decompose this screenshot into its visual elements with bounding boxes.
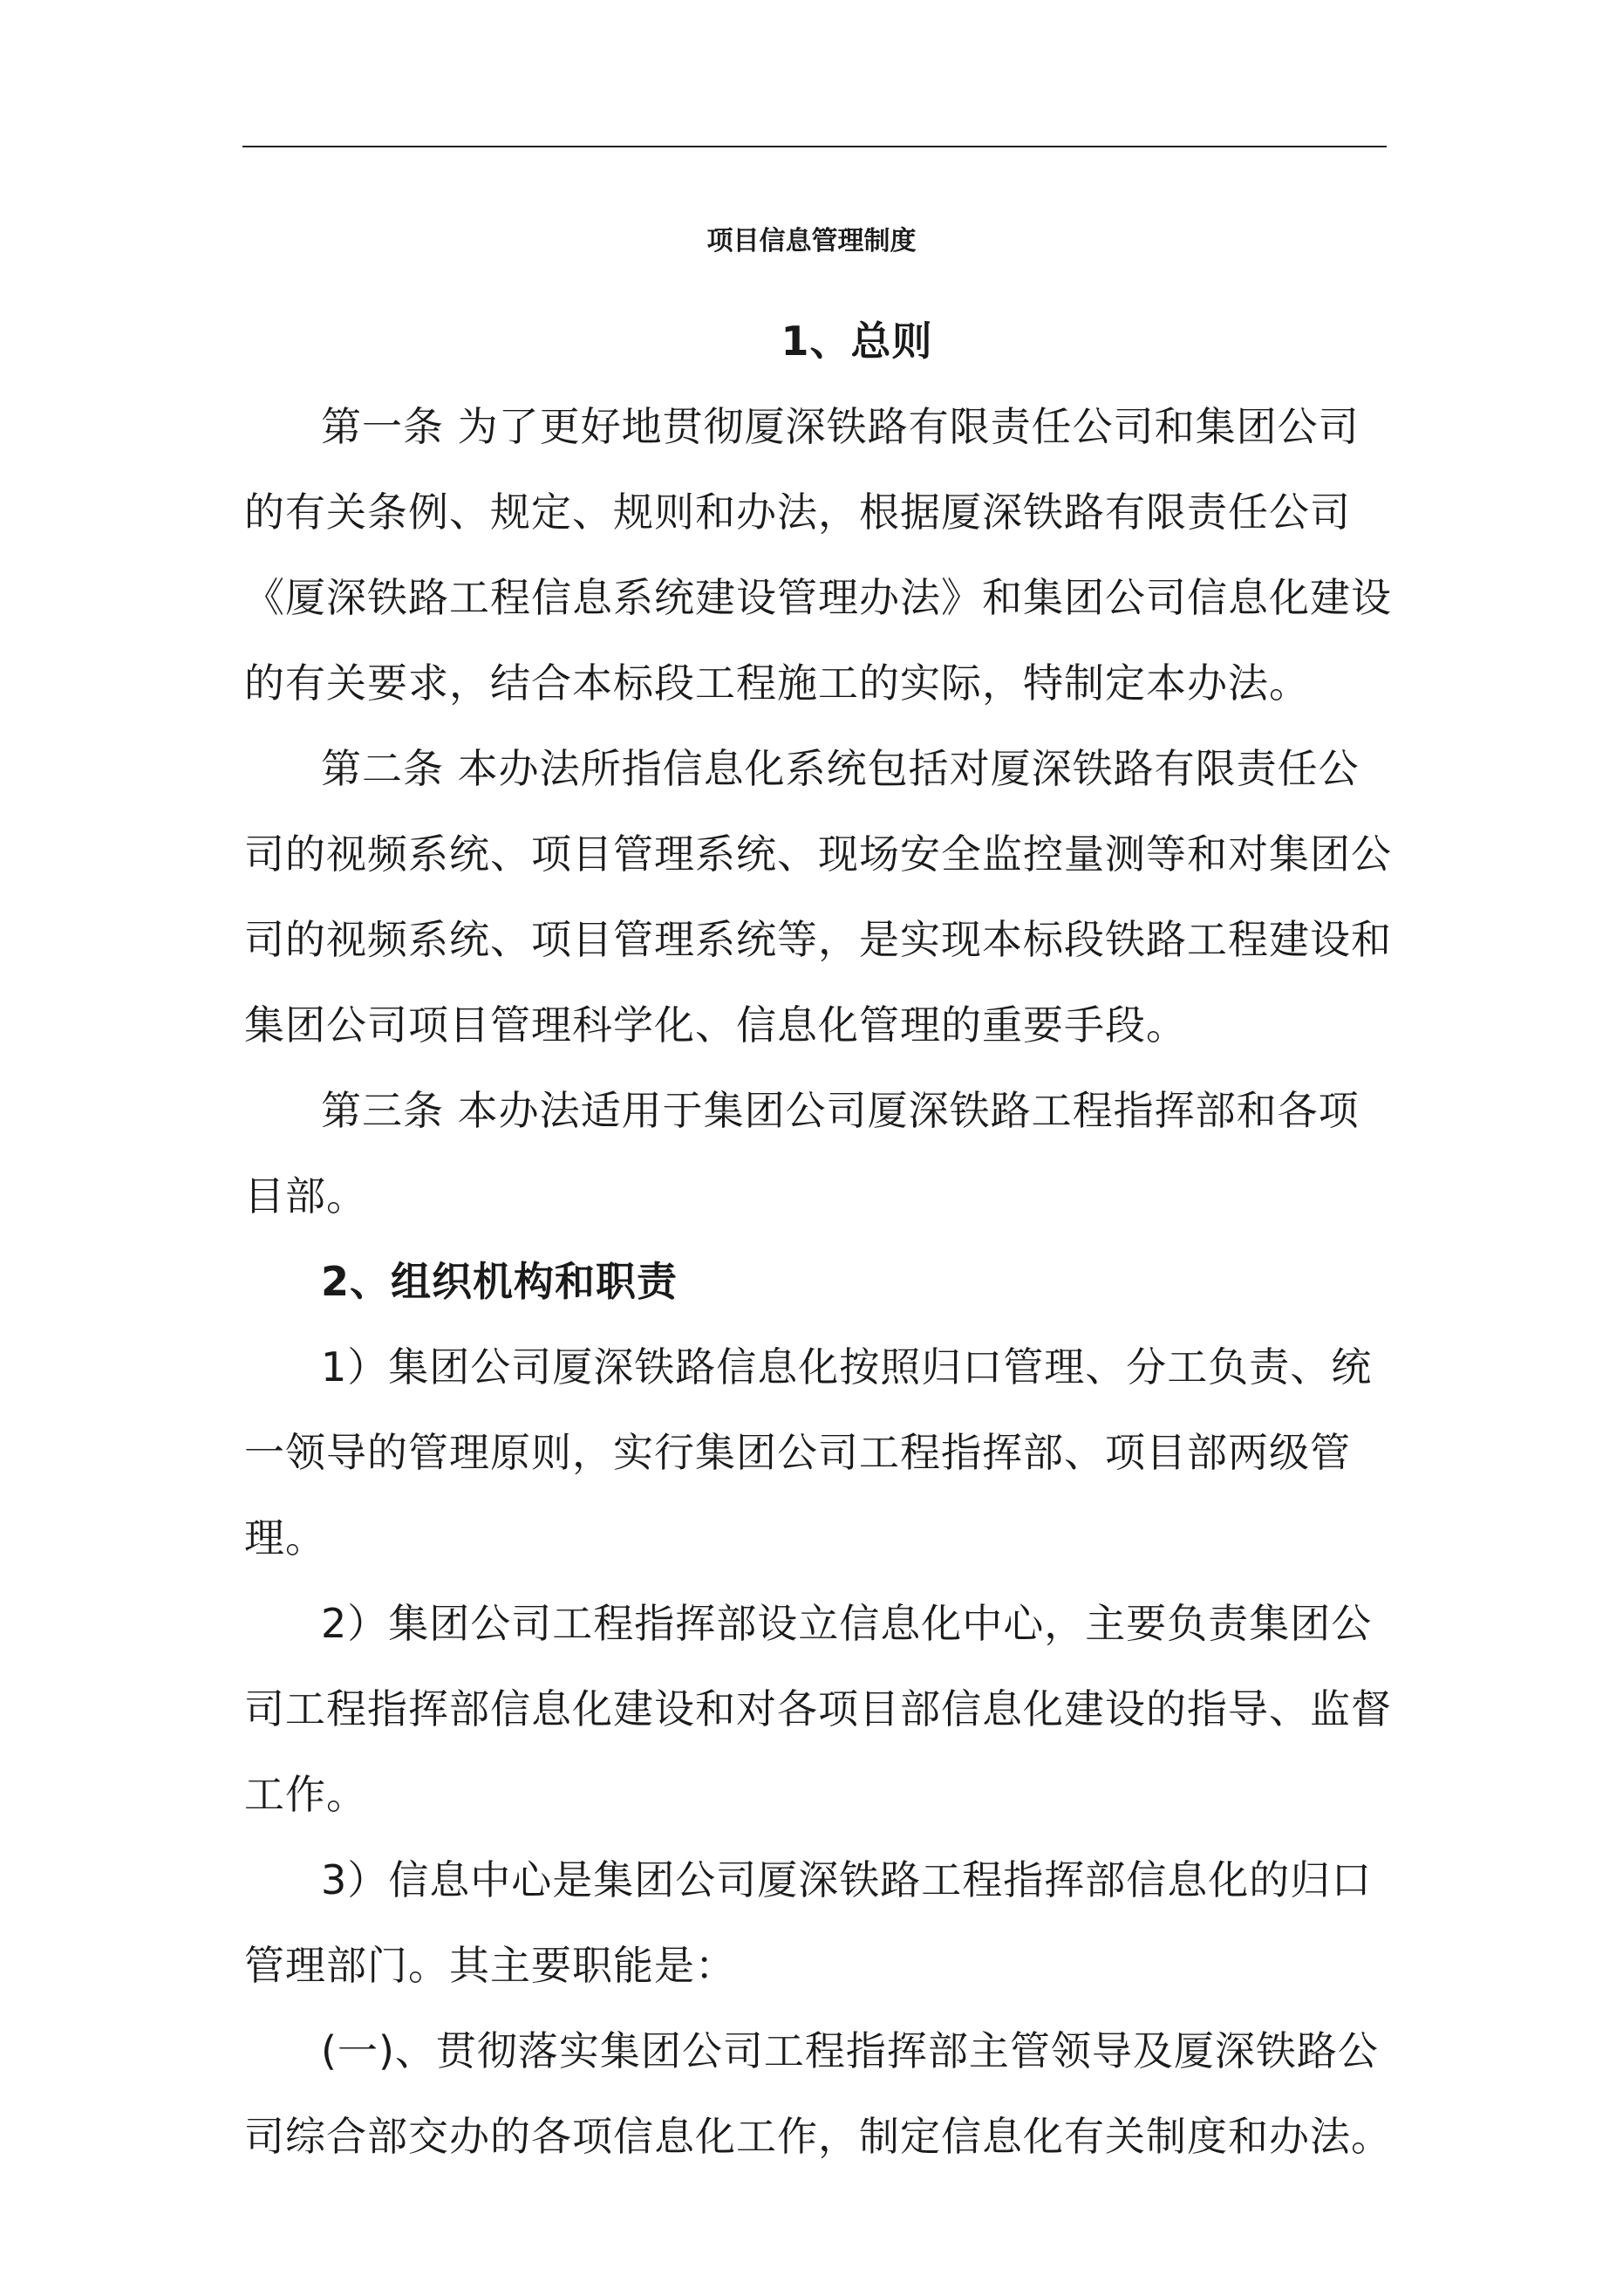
paragraph-article-2: 第二条 本办法所指信息化系统包括对厦深铁路有限责任公司的视频系统、项目管理系统、现场安全监控量测等和对集团公司的视频系统、项目管理系统等，是实现本标段铁路工程建设和集团公司项目管理科学化、信息化管理的重要手段。: [244, 745, 1392, 1049]
header-rule: [242, 146, 1387, 147]
document-title: 项目信息管理制度: [706, 226, 917, 256]
paragraph-item-3-1: (一)、贯彻落实集团公司工程指挥部主管领导及厦深铁路公司综合部交办的各项信息化工作，制定信息化有关制度和办法。: [244, 2027, 1392, 2160]
paragraph-article-3: 第三条 本办法适用于集团公司厦深铁路工程指挥部和各项目部。: [244, 1087, 1360, 1220]
document-body: [244, 298, 1395, 2179]
section-heading-organization: 2、组织机构和职责: [321, 1258, 679, 1305]
paragraph-item-3: 3）信息中心是集团公司厦深铁路工程指挥部信息化的归口管理部门。其主要职能是：: [244, 1856, 1373, 1989]
section-heading-general: 1、总则: [781, 318, 933, 365]
paragraph-item-2: 2）集团公司工程指挥部设立信息化中心，主要负责集团公司工程指挥部信息化建设和对各项目部信息化建设的指导、监督工作。: [244, 1600, 1392, 1818]
paragraph-article-1: 第一条 为了更好地贯彻厦深铁路有限责任公司和集团公司的有关条例、规定、规则和办法，根据厦深铁路有限责任公司《厦深铁路工程信息系统建设管理办法》和集团公司信息化建设的有关要求，结合本标段工程施工的实际，特制定本办法。: [244, 403, 1392, 707]
paragraph-item-1: 1）集团公司厦深铁路信息化按照归口管理、分工负责、统一领导的管理原则，实行集团公司工程指挥部、项目部两级管理。: [244, 1343, 1373, 1561]
